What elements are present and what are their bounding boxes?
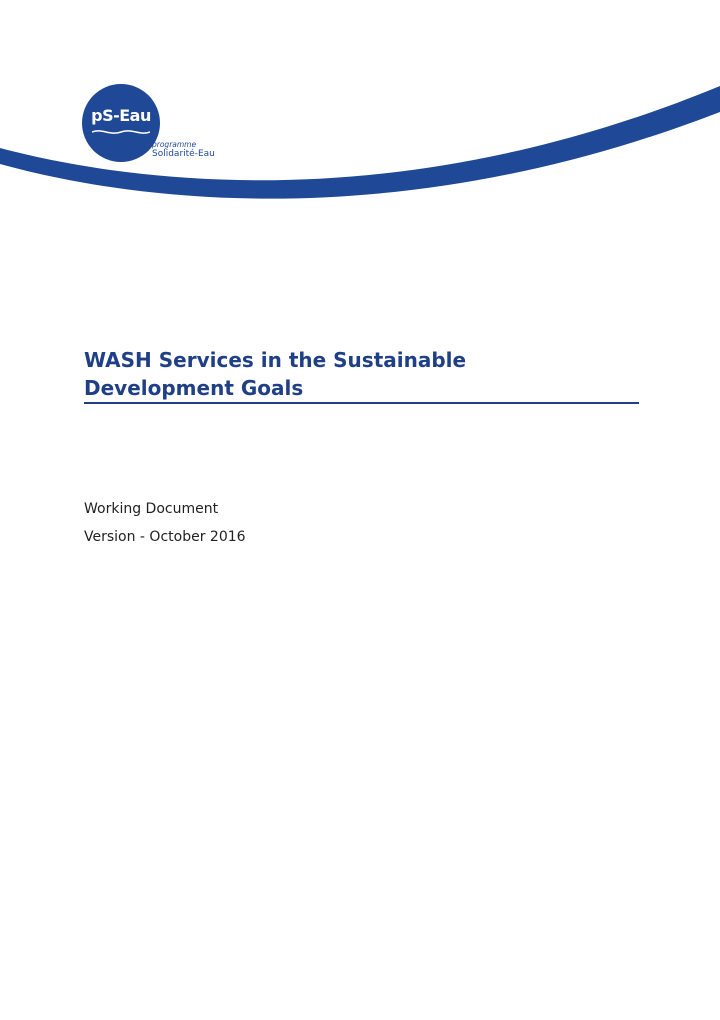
logo-subtitle-solidarite: Solidarité-Eau xyxy=(152,149,215,159)
title-underline-rule xyxy=(84,402,639,404)
ps-eau-logo xyxy=(82,84,232,174)
document-type-label: Working Document xyxy=(84,501,219,517)
logo-wordmark: pS-Eau xyxy=(91,106,151,125)
document-title xyxy=(84,346,639,402)
document-title-line-2: Development Goals xyxy=(84,376,304,400)
logo-subtitle-programme: programme xyxy=(152,140,197,149)
document-version-label: Version - October 2016 xyxy=(84,529,246,545)
document-title-line-1: WASH Services in the Sustainable xyxy=(84,348,467,372)
document-meta xyxy=(84,495,246,551)
logo-wave-icon xyxy=(92,128,150,136)
